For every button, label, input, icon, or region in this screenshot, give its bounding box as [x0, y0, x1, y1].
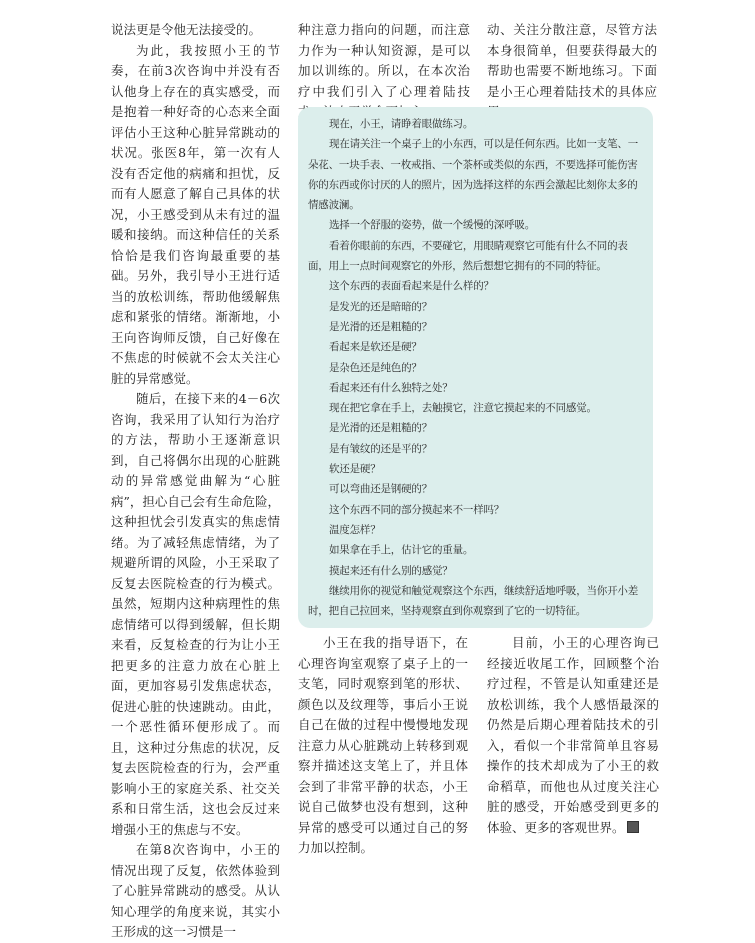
paragraph: 在第8次咨询中，小王的情况出现了反复，依然体验到了心脏异常跳动的感受。从认知心理学的角度来说，其实小王形成的这一习惯是一 — [111, 842, 280, 939]
paragraph: 种注意力指向的问题，而注意力作为一种认知资源，是可以加以训练的。所以，在本次治疗中我们引入了心理着陆技 — [298, 22, 470, 99]
exercise-question: 现在把它拿在手上，去触摸它，注意它摸起来的不同感觉。 — [329, 402, 597, 415]
exercise-question: 可以弯曲还是钢硬的？ — [329, 483, 432, 496]
paragraph: 小王在我的指导语下，在心理咨询室观察了桌子上的一支笔，同时观察到笔的形状、颜色以及纹理等，事后小王说自己在做的过程中慢慢地发现注意力从心脏跳动上转移到观察并描述这支笔上了，并且体会到了非常平静的状态，小王说自己做梦也没有想到，这种异常的感受可以通过自己的努力加以控制。 — [298, 635, 468, 855]
exercise-question: 如果拿在手上，估计它的重量。 — [329, 544, 474, 557]
exercise-question: 是光滑的还是粗糙的？ — [329, 422, 432, 435]
exercise-question: 这个东西不同的部分摸起来不一样吗？ — [329, 503, 505, 516]
exercise-line: 选择一个舒服的姿势，做一个缓慢的深呼吸。 — [329, 219, 535, 232]
paragraph: 动、关注分散注意，尽管方法本身很简单，但要获得最大的帮助也需要不断地练习。下面是小王心理着陆技术的具体应 — [487, 22, 657, 99]
end-of-article-icon — [627, 821, 639, 833]
paragraph-text: 目前，小王的心理咨询已经接近收尾工作，回顾整个治疗过程，不管是认知重建还是放松训练，我个人感悟最深的仍然是后期心理着陆技术的引入，看似一个非常简单且容易操作的技术却成为了小王的救命稻草，而他也从过度关注心脏的感受，开始感受到更多的体验、更多的客观世界。 — [487, 635, 659, 835]
article-column-middle-bottom — [298, 633, 468, 859]
grounding-exercise-box — [298, 107, 653, 628]
exercise-line: 现在请关注一个桌子上的小东西，可以是任何东西。比如一支笔、一朵花、一块手表、一枚戒指、一个茶杯或类似的东西，不要选择可能伤害你的东西或你讨厌的人的照片，因为选择这样的东西会激起比刻你太多的情感波澜。 — [308, 138, 638, 212]
paragraph: 为此，我按照小王的节奏，在前3次咨询中并没有否认他身上存在的真实感受，而是抱着一种好奇的心态来全面评估小王这种心脏异常跳动的状况。张医8年，第一次有人没有否定他的病痛和担忧，反而有人愿意了解自己具体的状况，小王感受到从未有过的温暖和接纳。而这种信任的关系恰恰是我们咨询最重要的基础。另外，我引导小王进行适当的放松训练，帮助他缓解焦虑和紧张的情绪。渐渐地，小王向咨询师反馈，自己好像在不焦虑的时候就不会太关注心脏的异常感觉。 — [111, 42, 280, 386]
exercise-question: 软还是硬？ — [329, 463, 381, 476]
exercise-question: 是杂色还是纯色的？ — [329, 361, 422, 374]
exercise-question: 这个东西的表面看起来是什么样的？ — [329, 280, 494, 293]
paragraph: 说法更是令他无法接受的。 — [111, 22, 262, 37]
exercise-question: 摸起来还有什么别的感觉？ — [329, 564, 453, 577]
exercise-question: 温度怎样？ — [329, 523, 381, 536]
article-column-right-bottom — [487, 633, 659, 838]
exercise-line: 现在，小王，请睁着眼做练习。 — [329, 118, 474, 130]
exercise-question: 是光滑的还是粗糙的？ — [329, 320, 432, 333]
exercise-closing: 继续用你的视觉和触觉观察这个东西，继续舒适地呼吸，当你开小差时，把自己拉回来，坚持观察直到你观察到了它的一切特征。 — [308, 584, 638, 618]
article-column-left — [111, 20, 280, 943]
exercise-question: 看起来还有什么独特之处？ — [329, 381, 453, 394]
paragraph — [487, 633, 659, 838]
exercise-question: 是发光的还是暗暗的？ — [329, 300, 432, 313]
exercise-question: 看起来是软还是硬？ — [329, 341, 422, 354]
paragraph: 随后，在接下来的4－6次咨询，我采用了认知行为治疗的方法，帮助小王逐渐意识到，自己将偶尔出现的心脏跳动的异常感觉曲解为“心脏病”，担心自己会有生命危险，这种担忧会引发真实的焦虑情绪。为了减轻焦虑情绪，为了规避所谓的风险，小王采取了反复去医院检查的行为模式。虽然，短期内这种病理性的焦虑情绪可以得到缓解，但长期来看，反复检查的行为让小王把更多的注意力放在心脏上面，更加容易引发焦虑状态，促进心脏的快速跳动。由此，一个恶性循环便形成了。而且，这种过分焦虑的状况，反复去医院检查的行为，会严重影响小王的家庭关系、社交关系和日常生活，这也会反过来增强小王的焦虑与不安。 — [111, 391, 280, 837]
exercise-line: 看着你眼前的东西，不要碰它，用眼睛观察它可能有什么不同的表面，用上一点时间观察它的外形，然后想想它拥有的不同的特征。 — [308, 239, 628, 273]
exercise-question: 是有皱纹的还是平的？ — [329, 442, 432, 455]
